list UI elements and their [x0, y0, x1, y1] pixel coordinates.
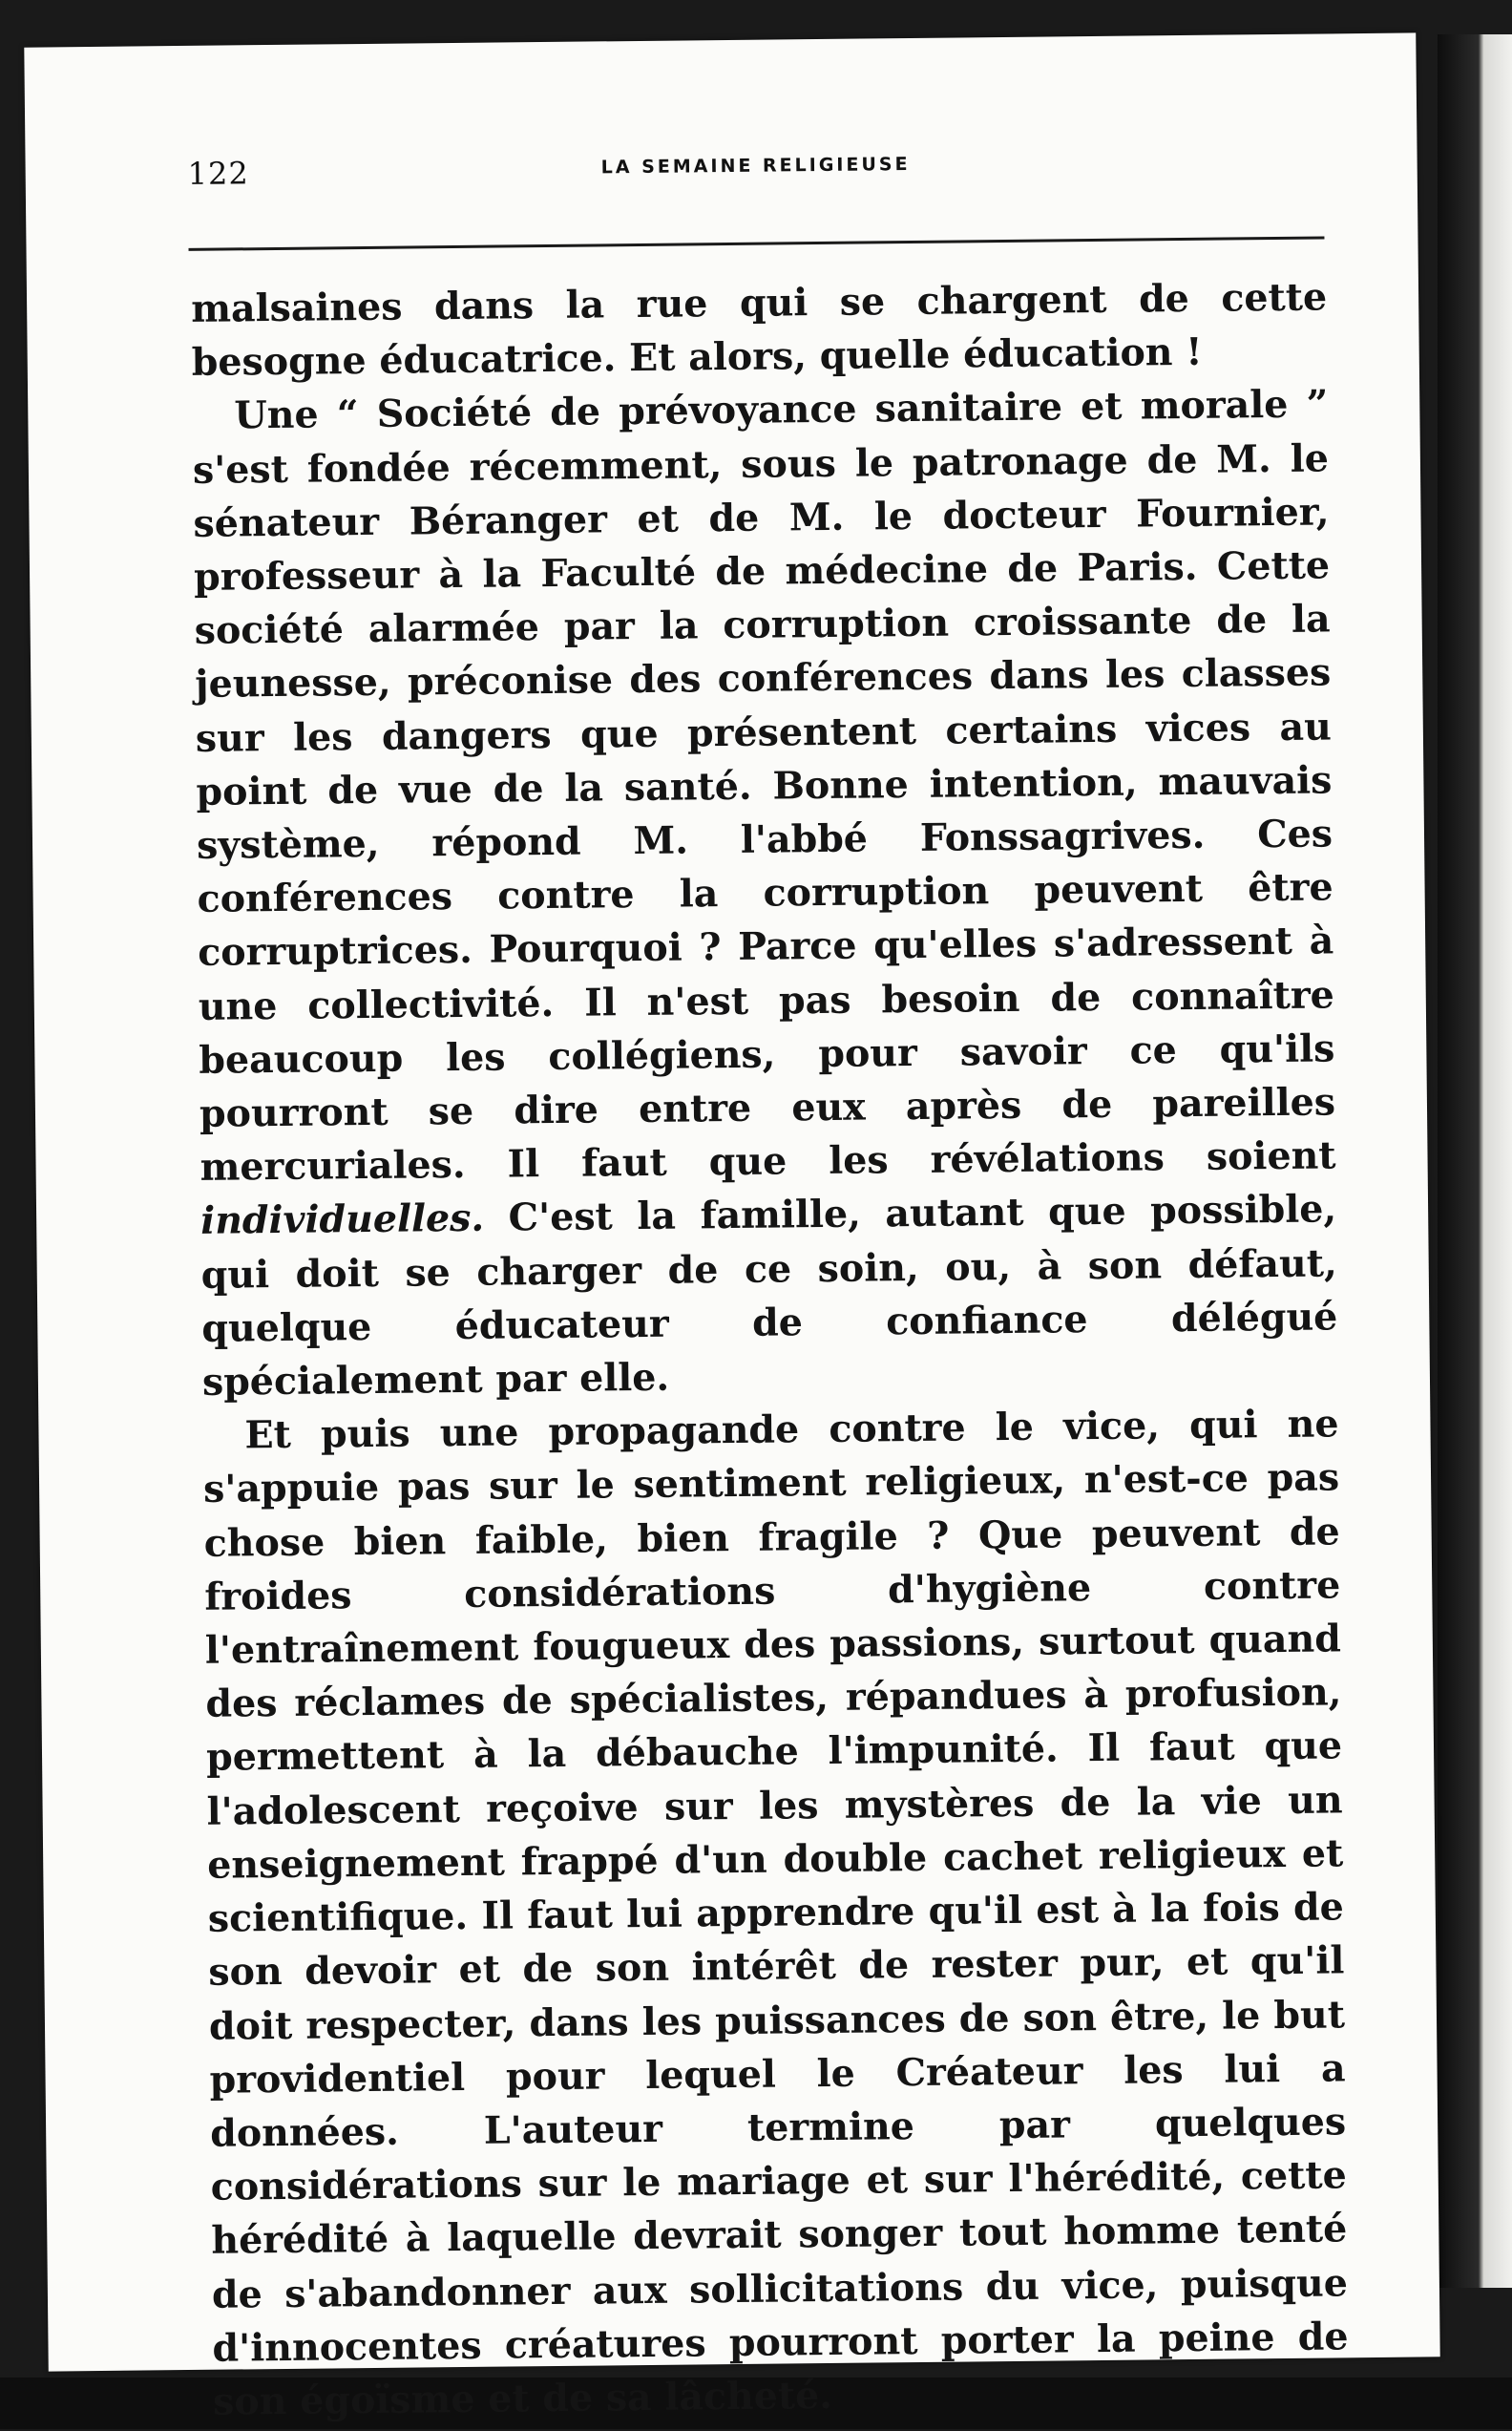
paragraph-text: Une “ Société de prévoyance sanitaire et morale ” s'est fondée récemment, sous le patronage de M. le sénateur Béranger et de M. le docteur Fournier, professeur à la Faculté de médecine de Paris. Cette société alarmée par la corruption croissante de la jeunesse, préconise des conférences dans les classes sur les dangers que présentent certains vices au point de vue de la santé. Bonne intention, mauvais système, répond M. l'abbé Fonssagrives. Ces conférences contre la corruption peuvent être corruptrices. Pourquoi ? Parce qu'elles s'adressent à une collectivité. Il n'est pas besoin de connaître beaucoup les collégiens, pour savoir ce qu'ils pourront se dire entre eux après de pareilles mercuriales. Il faut que les révélations soient: [192, 382, 1336, 1191]
paragraph: [202, 1398, 1349, 2429]
page-number: 122: [187, 155, 249, 192]
page-header: [187, 143, 1323, 202]
paragraph-continuation: [191, 270, 1328, 390]
paragraph-text: malsaines dans la rue qui se chargent de cette besogne éducatrice. Et alors, quelle éducation !: [190, 275, 1328, 386]
paragraph: [192, 378, 1338, 1409]
italic-emphasis: individuelles.: [200, 1196, 485, 1244]
running-title: LA SEMAINE RELIGIEUSE: [600, 153, 911, 179]
header-rule: [189, 236, 1325, 250]
adjacent-page-edge: [1438, 34, 1512, 2288]
book-page: [24, 32, 1439, 2424]
body-text: [191, 270, 1349, 2428]
paragraph-text-after: C'est la famille, autant que possible, qui doit se charger de ce soin, ou, à son défaut, quelque éducateur de confiance délégué spécialement par elle.: [200, 1187, 1338, 1405]
paragraph-text: Et puis une propagande contre le vice, qui ne s'appuie pas sur le sentiment religieux, n'est-ce pas chose bien faible, bien fragile ? Que peuvent de froides considérations d'hygiène contre l'entraînement fougueux des passions, surtout quand des réclames de spécialistes, répandues à profusion, permettent à la débauche l'impunité. Il faut que l'adolescent reçoive sur les mystères de la vie un enseignement frappé d'un double cachet religieux et scientifique. Il faut lui apprendre qu'il est à la fois de son devoir et de son intérêt de rester pur, et qu'il doit respecter, dans les puissances de son être, le but providentiel pour lequel le Créateur les lui a données. L'auteur termine par quelques considérations sur le mariage et sur l'hérédité, cette hérédité à laquelle devrait songer tout homme tenté de s'abandonner aux sollicitations du vice, puisque d'innocentes créatures pourront porter la peine de son égoïsme et de sa lâcheté.: [202, 1402, 1349, 2424]
